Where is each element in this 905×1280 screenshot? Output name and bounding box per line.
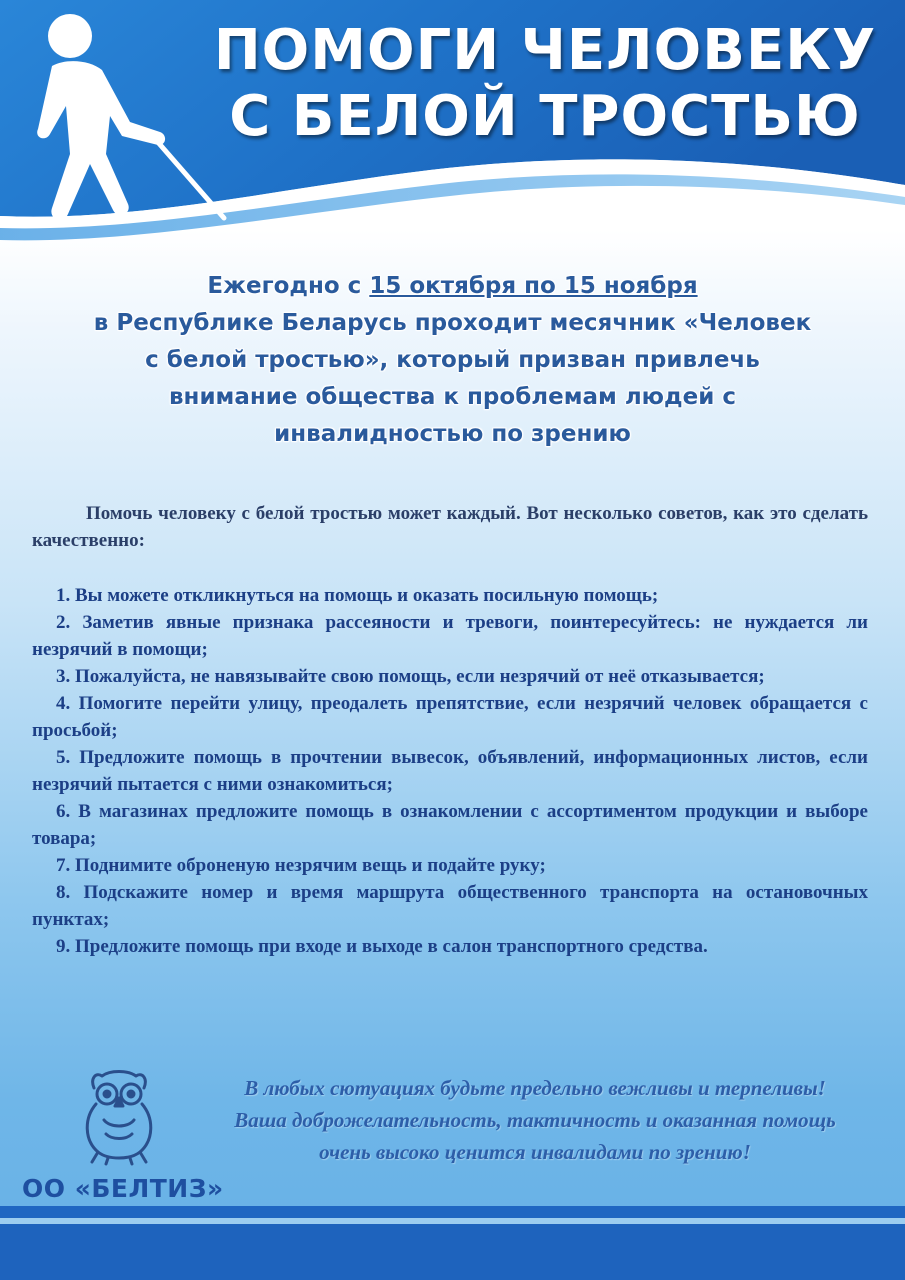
page-title: [200, 18, 890, 150]
intro-paragraph: [20, 268, 885, 453]
advice-item: 5. Предложите помощь в прочтении вывесок, объявлений, информационных листов, если незрячий пытается с ними ознакомиться;: [32, 747, 868, 795]
owl-logo-icon: [74, 1066, 164, 1166]
advice-item: 3. Пожалуйста, не навязывайте свою помощь, если незрячий от неё отказывается;: [56, 666, 765, 687]
quote-line-1: В любых сютуациях будьте предельно вежливы и терпеливы!: [244, 1076, 826, 1100]
advice-item: 1. Вы можете откликнуться на помощь и оказать посильную помощь;: [56, 585, 659, 606]
advice-item: 6. В магазинах предложите помощь в ознакомлении с ассортиментом продукции и выборе товара;: [32, 801, 868, 849]
intro-line-2: в Республике Беларусь проходит месячник «Человек: [93, 310, 812, 336]
header-banner: [0, 0, 905, 250]
title-line-1: ПОМОГИ ЧЕЛОВЕКУ: [213, 18, 877, 83]
intro-line-3: с белой тростью», который призван привлечь: [145, 347, 760, 373]
title-line-2: С БЕЛОЙ ТРОСТЬЮ: [229, 84, 861, 149]
organization-name: ОО «БЕЛТИЗ»: [22, 1174, 224, 1203]
intro-line-1: [20, 268, 885, 305]
bottom-stripes: [0, 1206, 905, 1280]
advice-item: 8. Подскажите номер и время маршрута общественного транспорта на остановочных пунктах;: [32, 882, 868, 930]
quote-line-3: очень высоко ценится инвалидами по зрению!: [319, 1140, 751, 1164]
intro-line-5: инвалидностью по зрению: [274, 421, 631, 447]
intro-dates: 15 октября по 15 ноября: [369, 273, 698, 299]
intro-prefix: Ежегодно с: [207, 273, 370, 299]
quote-line-2: Ваша доброжелательность, тактичность и оказанная помощь: [234, 1108, 836, 1132]
closing-quote: [180, 1072, 890, 1168]
intro-line-4: внимание общества к проблемам людей с: [169, 384, 736, 410]
advice-list: [32, 582, 868, 960]
advice-item: 4. Помогите перейти улицу, преодалеть препятствие, если незрячий человек обращается с просьбой;: [32, 693, 868, 741]
advice-lead: Помочь человеку с белой тростью может каждый. Вот несколько советов, как это сделать качественно:: [32, 503, 868, 551]
advice-item: 2. Заметив явные признака рассеяности и тревоги, поинтересуйтесь: не нуждается ли незрячий в помощи;: [32, 612, 868, 660]
advice-section: [32, 500, 868, 960]
advice-item: 9. Предложите помощь при входе и выходе в салон транспортного средства.: [56, 936, 708, 957]
advice-item: 7. Поднимите оброненую незрячим вещь и подайте руку;: [56, 855, 546, 876]
